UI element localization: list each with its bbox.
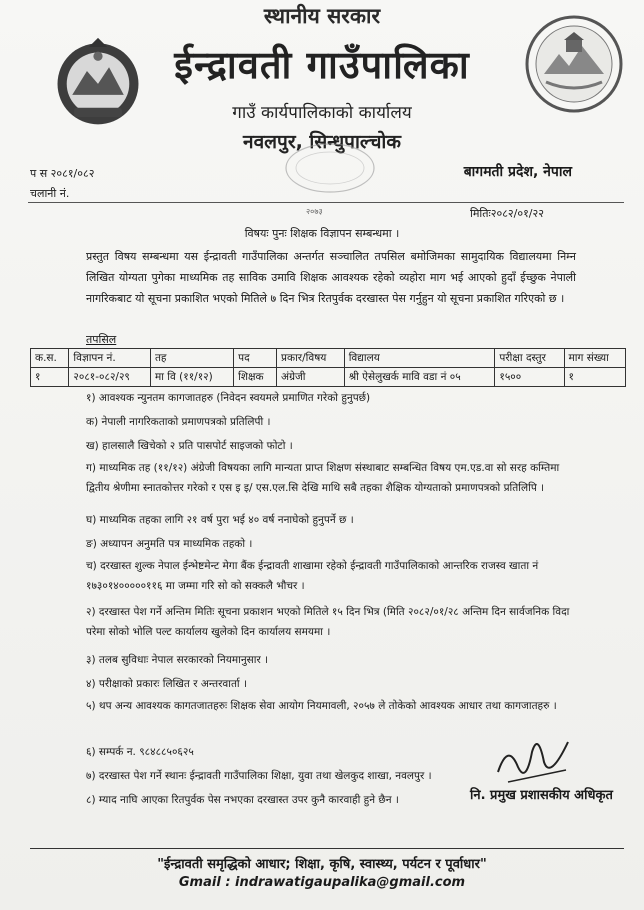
cell-level: मा वि (११/१२) — [150, 368, 233, 387]
list-item: ग) माध्यमिक तह (११/१२) अंग्रेजी विषयका लागि मान्यता प्राप्त शिक्षण संस्थाबाट सम्बन्धित विषय एम.एड.वा सो सरह कम्तिमा द्वितीय श्रेणीमा स्नातकोत्तर गरेको र एस इ इ/ एस.एल.सि देखि माथि सबै तहका शैक्षिक योग्यताको प्रमाणपत्रको प्रतिलिपि । — [86, 462, 560, 494]
cell-school: श्री ऐसेलुखर्क मावि वडा नं ०५ — [344, 368, 495, 387]
col-exam-fee: परीक्षा दस्तुर — [495, 349, 564, 368]
footer-motto: "ईन्द्रावती समृद्धिको आधार; शिक्षा, कृषि, स्वास्थ्य, पर्यटन र पूर्वाधार" — [157, 857, 487, 872]
letter-body-paragraph: प्रस्तुत विषय सम्बन्धमा यस ईन्द्रावती गाउँपालिका अन्तर्गत सञ्चालित तपसिल बमोजिमका सामुदायिक विद्यालयमा निम्न लिखित योग्यता पुगेका माध्यमिक तह साविक उमावि शिक्षक आवश्यक रहेको व्यहोरा माग भई आएको हुदाँ ईच्छुक नेपाली नागरिकबाट यो सूचना प्रकाशित भएको मितिले ७ दिन भित्र रितपुर्वक दरखास्त पेस गर्नुहुन यो सूचना प्रकाशित गरिएको छ । — [86, 250, 576, 305]
footer-email: Gmail : indrawatigaupalika@gmail.com — [178, 875, 466, 890]
col-ad-no: विज्ञापन नं. — [69, 349, 151, 368]
list-item: ८) म्याद नाघि आएका रितपुर्वक पेस नभएका दरखास्त उपर कुनै कारवाही हुने छैन । — [86, 794, 399, 806]
col-demand: माग संख्या — [564, 349, 625, 368]
signature-icon — [488, 722, 578, 792]
table-row — [31, 368, 626, 387]
col-school: विद्यालय — [344, 349, 495, 368]
cell-ad-no: २०८१-०८२/२९ — [69, 368, 151, 387]
cell-demand: १ — [564, 368, 625, 387]
list-item: ङ) अध्यापन अनुमति पत्र माध्यमिक तहको । — [86, 538, 253, 550]
col-sn: क.स. — [31, 349, 69, 368]
table-header-row — [31, 349, 626, 368]
header-municipality-name: ईन्द्रावती गाउँपालिका — [174, 43, 470, 87]
header-divider — [28, 202, 624, 203]
header-local-government: स्थानीय सरकार — [263, 4, 381, 28]
cell-post: शिक्षक — [234, 368, 277, 387]
letter-subject: विषयः पुनः शिक्षक विज्ञापन सम्बन्धमा । — [244, 227, 400, 240]
list-item: ३) तलब सुविधाः नेपाल सरकारको नियमानुसार । — [86, 654, 269, 666]
list-item: २) दरखास्त पेश गर्ने अन्तिम मितिः सूचना प्रकाशन भएको मितिले १५ दिन भित्र (मिति २०८२/०१/२८ अन्तिम दिन सार्वजनिक विदा परेमा सोको भोलि पल्ट कार्यालय खुलेको दिन कार्यालय समयमा । — [86, 606, 570, 638]
list-item: च) दरखास्त शुल्क नेपाल ईन्भेष्टमेन्ट मेगा बैंक ईन्द्रावती शाखामा रहेको ईन्द्रावती गाउँपालिकाको आन्तरिक राजस्व खाता नं १७३०१४०००००११६ मा जम्मा गरि सो को सक्कलै भौचर । — [86, 560, 539, 592]
letter-date: मितिः२०८२/०१/२२ — [470, 207, 544, 220]
dispatch-number-label: चलानी नं. — [30, 187, 70, 200]
list-item: ५) थप अन्य आवश्यक कागतजातहरुः शिक्षक सेवा आयोग नियमावली, २०५७ ले तोकेको आवश्यक आधार तथा कागजातहरु । — [86, 700, 557, 712]
col-post: पद — [234, 349, 277, 368]
cell-sn: १ — [31, 368, 69, 387]
schedule-heading: तपसिल — [86, 333, 117, 346]
cell-subject: अंग्रेजी — [277, 368, 345, 387]
header-office: गाउँ कार्यपालिकाको कार्यालय — [232, 103, 412, 123]
list-item: क) नेपाली नागरिकताको प्रमाणपत्रको प्रतिलिपी । — [86, 416, 271, 428]
vacancy-table — [30, 348, 626, 387]
footer-divider — [30, 848, 624, 849]
office-stamp-icon — [282, 140, 378, 196]
signatory-title: नि. प्रमुख प्रशासकीय अधिकृत — [470, 788, 613, 803]
list-item: ६) सम्पर्क न. ९८४८८५०६२५ — [86, 746, 194, 758]
col-level: तह — [150, 349, 233, 368]
header-address: नवलपुर, सिन्धुपाल्चोक — [243, 131, 401, 153]
list-item: ४) परीक्षाको प्रकारः लिखित र अन्तरवार्ता । — [86, 678, 247, 690]
list-item: १) आवश्यक न्युनतम कागजातहरु (निवेदन स्वयमले प्रमाणित गरेको हुनुपर्छ) — [86, 392, 371, 404]
stamp-number: २०७३ — [306, 207, 323, 216]
list-item: ७) दरखास्त पेश गर्ने स्थानः ईन्द्रावती गाउँपालिका शिक्षा, युवा तथा खेलकुद शाखा, नवलपुर । — [86, 770, 432, 782]
province: बागमती प्रदेश, नेपाल — [463, 164, 572, 180]
col-subject: प्रकार/विषय — [277, 349, 345, 368]
list-item: घ) माध्यमिक तहका लागि २१ वर्ष पुरा भई ४० वर्ष ननाघेको हुनुपर्ने छ । — [86, 514, 354, 526]
letter-fiscal-year: प स २०८१/०८२ — [30, 167, 95, 180]
cell-exam-fee: १५०० — [495, 368, 564, 387]
list-item: ख) हालसालै खिचेको २ प्रति पासपोर्ट साइजको फोटो । — [86, 440, 293, 452]
